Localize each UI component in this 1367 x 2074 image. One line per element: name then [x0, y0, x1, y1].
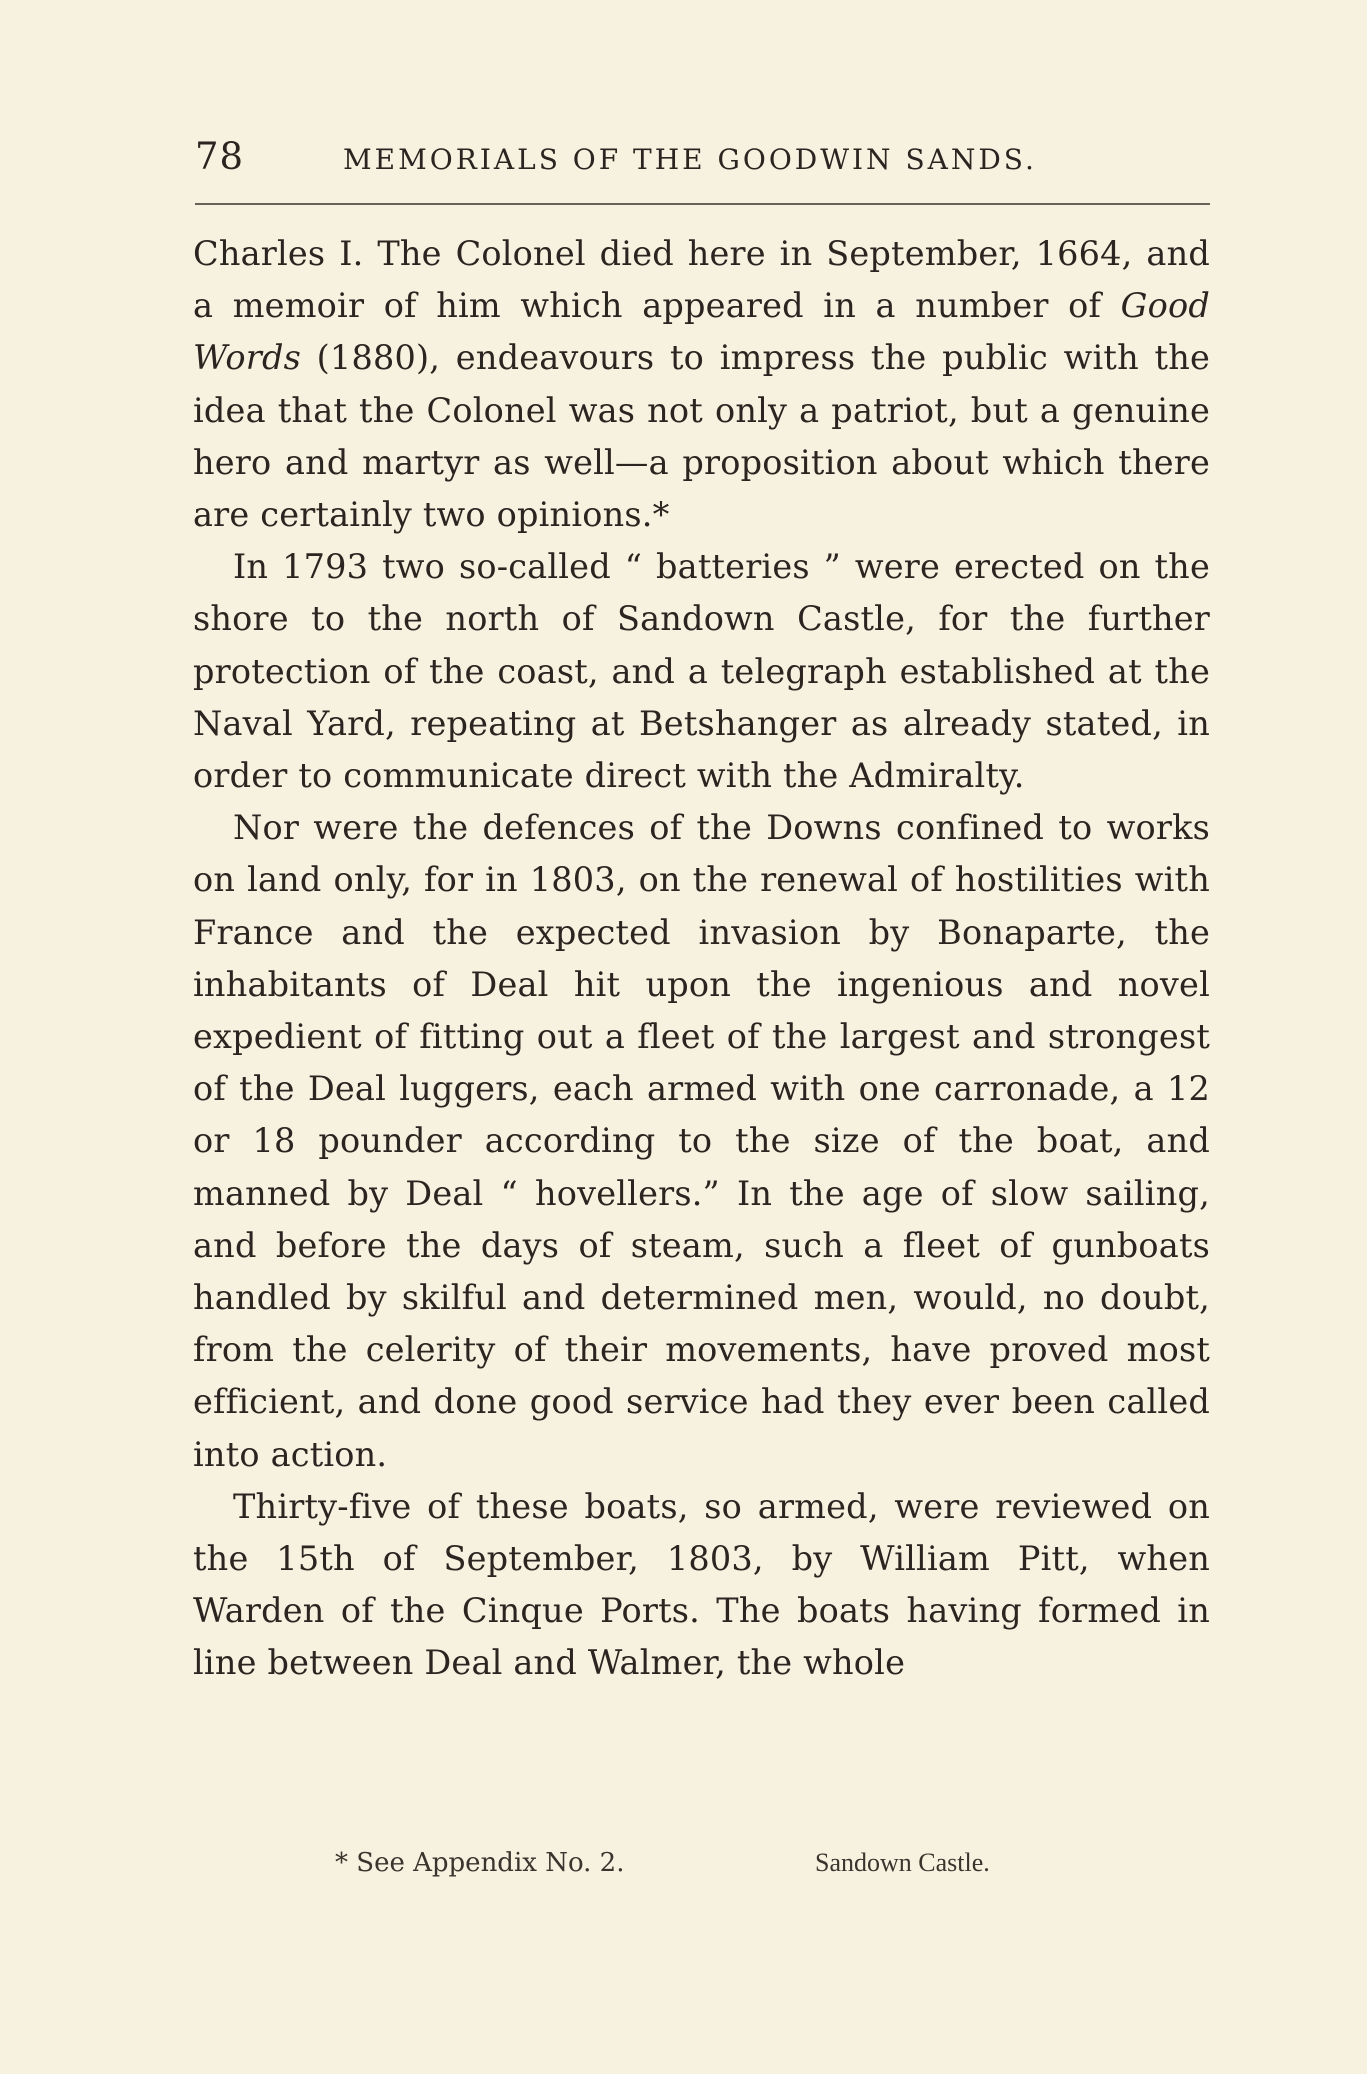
publication-title: Good Words — [193, 286, 1210, 378]
footnote: * See Appendix No. 2. — [335, 1848, 625, 1878]
paragraph-4: Thirty-five of these boats, so armed, were reviewed on the 15th of September, 1803, by William Pitt, when Warden of the Cinque Ports. The boats having formed in line between Deal and Walmer, the whole — [193, 1486, 1210, 1683]
paragraph-3: Nor were the defences of the Downs confined to works on land only, for in 1803, on the renewal of hostilities with France and the expected invasion by Bonaparte, the inhabitants of Deal hit upon the ingenious and novel expedient of fitting out a fleet of the largest and strongest of the Deal luggers, each armed with one carronade, a 12 or 18 pounder according to the size of the boat, and manned by Deal “ hovellers.” In the age of slow sailing, and before the days of steam, such a fleet of gunboats handled by skilful and determined men, would, no doubt, from the celerity of their movements, have proved most efficient, and done good service had they ever been called into action. — [193, 808, 1210, 1474]
running-head: MEMORIALS OF THE GOODWIN SANDS. — [343, 143, 1037, 176]
body-text — [193, 228, 1210, 1690]
paragraph-1-text-b: (1880), endeavours to impress the public with the idea that the Colonel was not only a patriot, but a genuine hero and martyr as well—a proposition about which there are certainly two opinions.* — [193, 338, 1210, 535]
page-header — [195, 135, 1210, 185]
paragraph-1-text-a: Charles I. The Colonel died here in September, 1664, and a memoir of him which appeared in a number of — [193, 234, 1210, 326]
page-number: 78 — [195, 135, 245, 178]
paragraph-1 — [193, 228, 1210, 541]
illustration-caption: Sandown Castle. — [815, 1848, 990, 1877]
header-rule — [195, 203, 1210, 205]
paragraph-2: In 1793 two so-called “ batteries ” were erected on the shore to the north of Sandown Castle, for the further protection of the coast, and a telegraph established at the Naval Yard, repeating at Betshanger as already stated, in order to communicate direct with the Admiralty. — [193, 547, 1210, 796]
